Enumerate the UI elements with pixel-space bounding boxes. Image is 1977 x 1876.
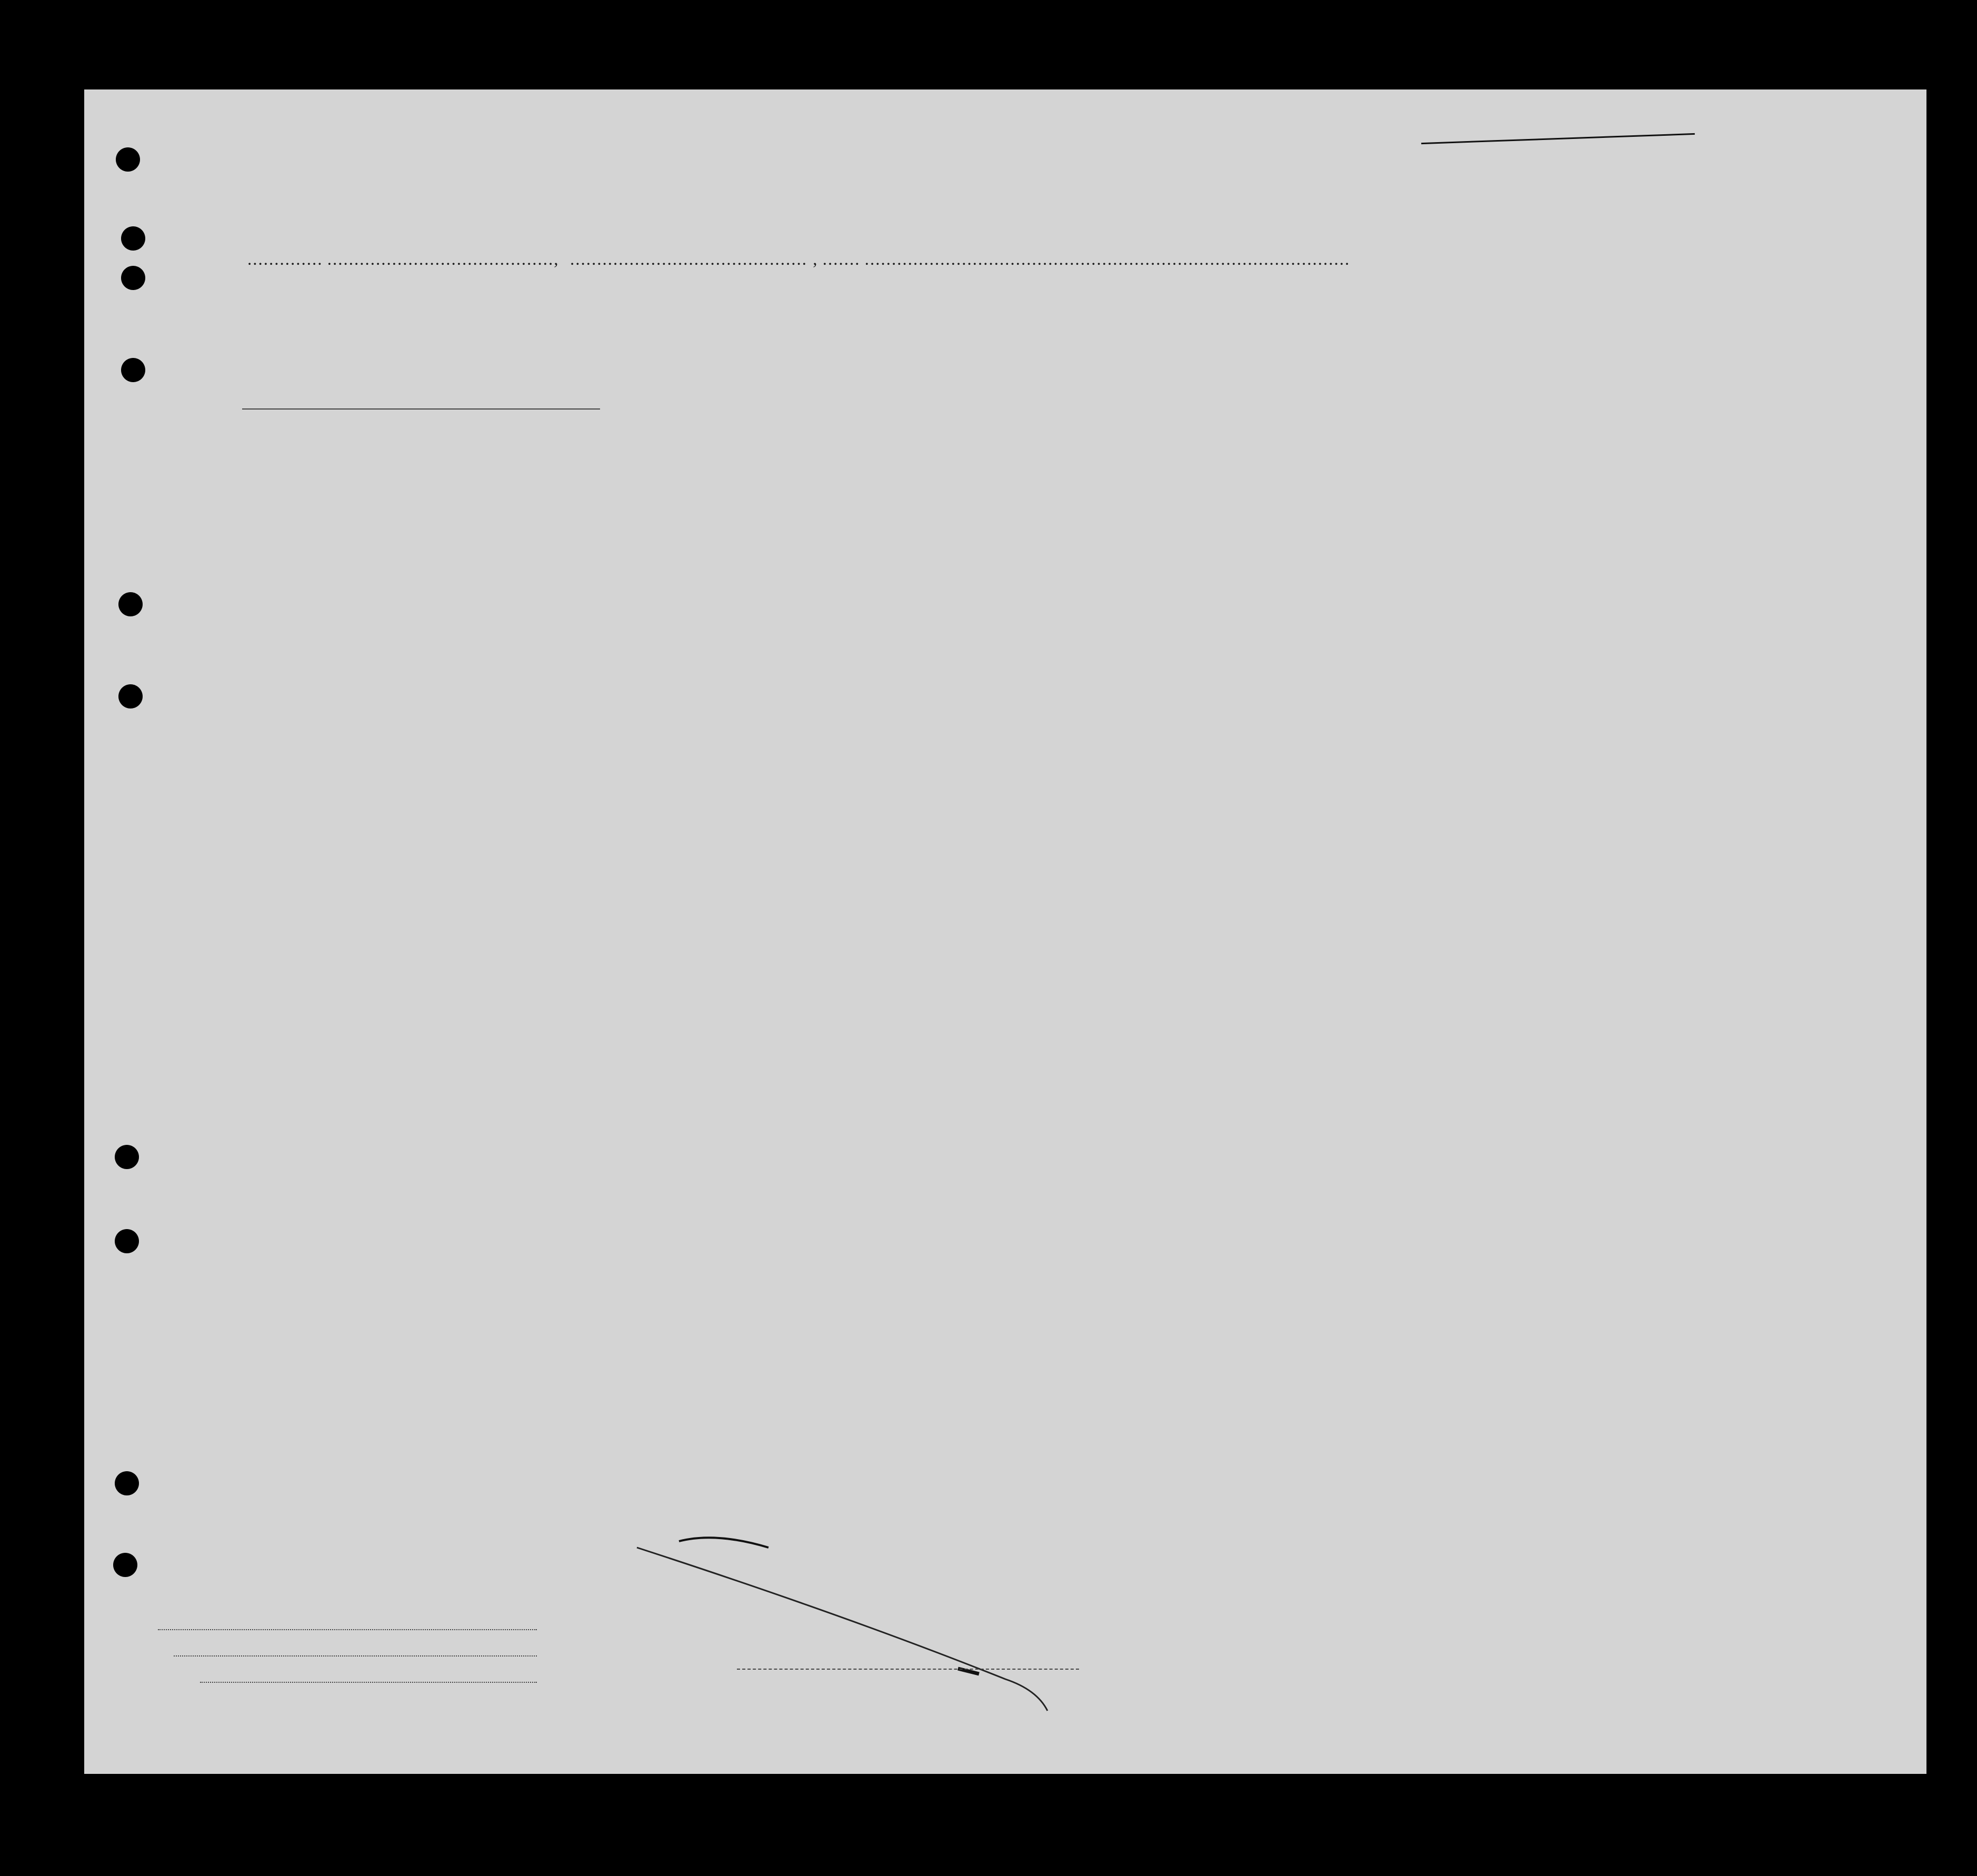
signature-flourish bbox=[84, 89, 1926, 1774]
inspector-signature-line[interactable] bbox=[737, 1669, 1079, 1670]
punch-hole bbox=[115, 1471, 139, 1495]
punch-hole bbox=[115, 1145, 139, 1169]
vessel-line: .............. .........................................., ............................................ , ....... .......................................................................................... bbox=[247, 250, 1351, 269]
punch-hole bbox=[121, 266, 145, 290]
punch-hole bbox=[116, 147, 140, 172]
punch-hole bbox=[118, 684, 143, 709]
manifest-sheet bbox=[84, 89, 1926, 1774]
owners-field[interactable] bbox=[174, 1655, 537, 1657]
line-field[interactable] bbox=[158, 1629, 537, 1630]
agents-field[interactable] bbox=[200, 1682, 537, 1683]
punch-hole bbox=[115, 1229, 139, 1253]
punch-hole bbox=[118, 592, 143, 616]
punch-hole bbox=[113, 1553, 137, 1577]
punch-hole bbox=[121, 226, 145, 251]
punch-hole bbox=[121, 358, 145, 382]
